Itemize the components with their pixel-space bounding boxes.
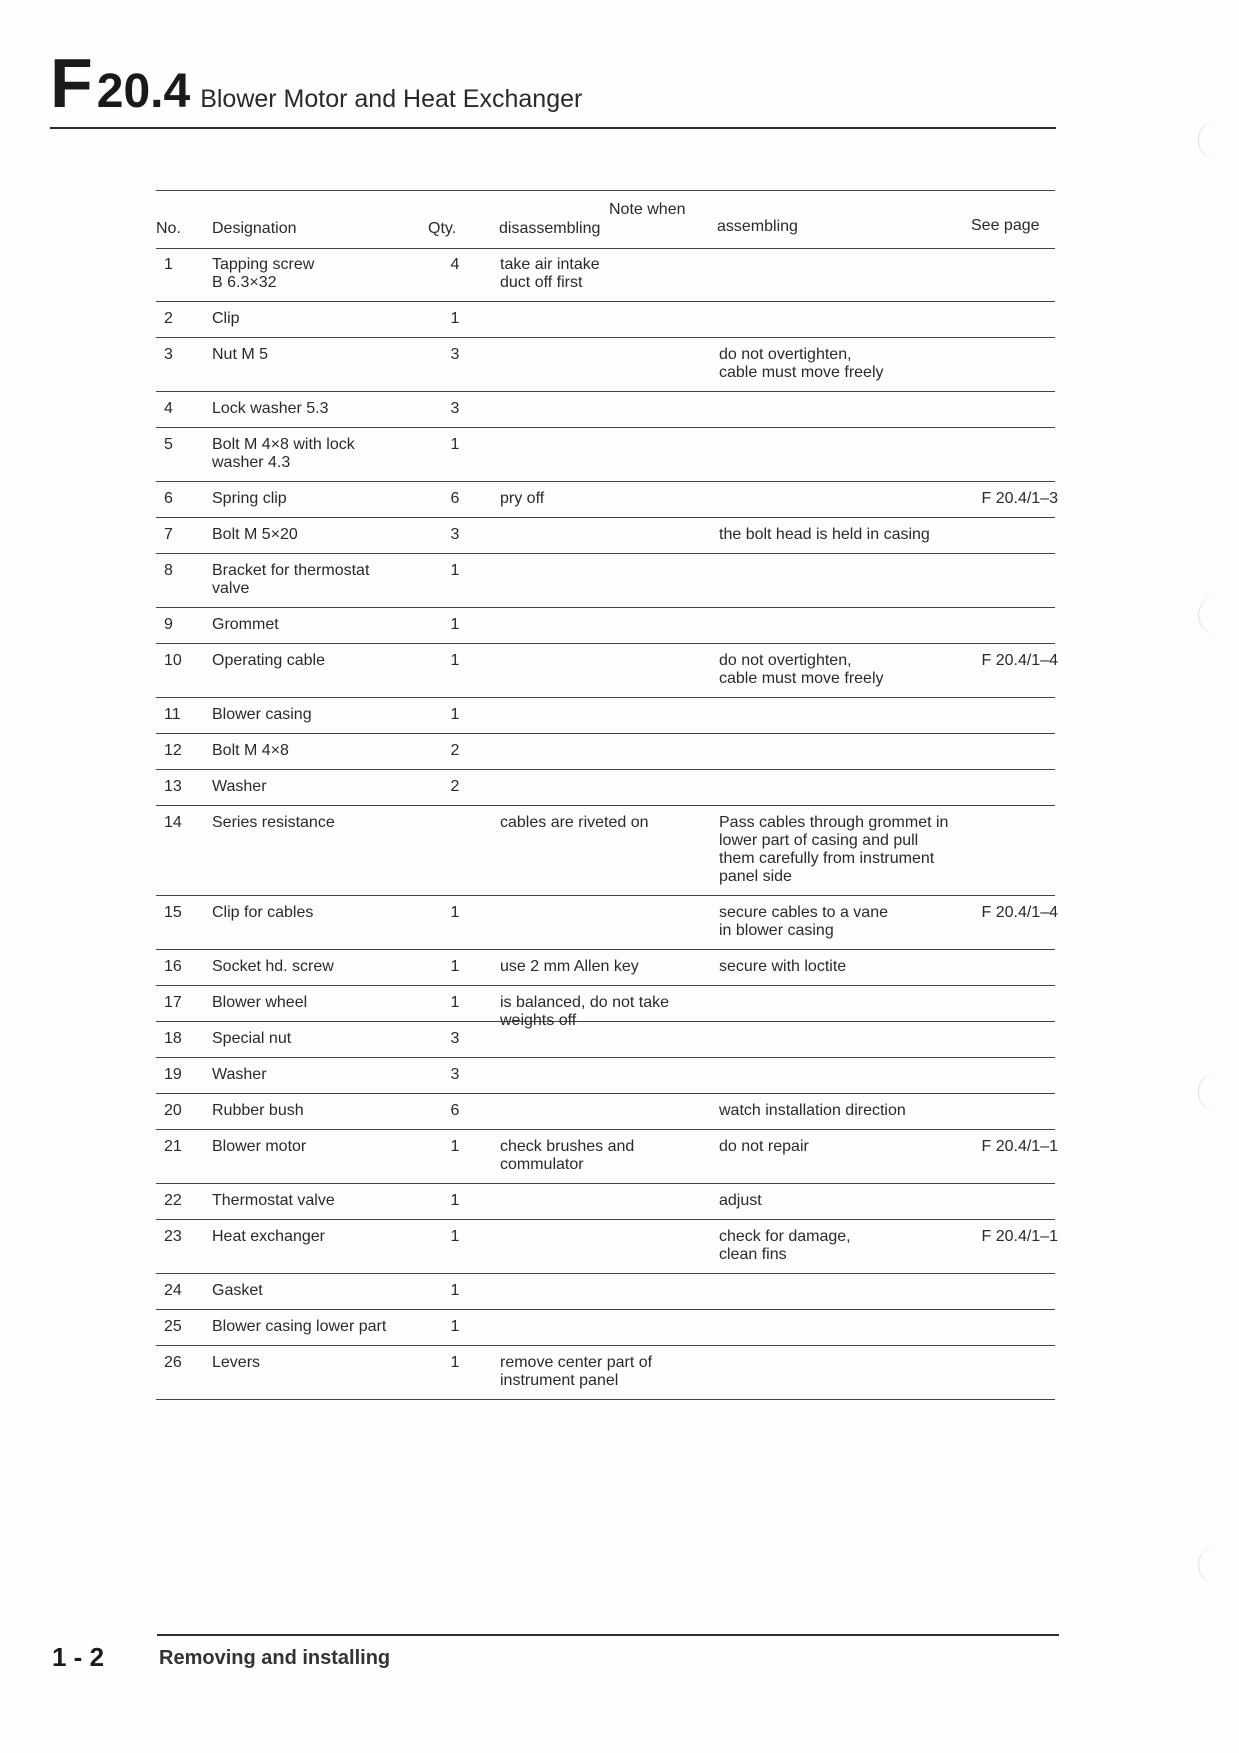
item-number: 14: [164, 814, 182, 831]
item-qty: 1: [450, 1318, 460, 1335]
item-note-assembling: do not overtighten, cable must move freely: [719, 346, 884, 381]
table-row: [156, 806, 1055, 896]
item-designation: Series resistance: [212, 814, 335, 831]
table-row: [156, 950, 1055, 986]
item-designation: Blower casing lower part: [212, 1318, 387, 1335]
col-header-designation: Designation: [212, 220, 297, 237]
table-row: [156, 770, 1055, 806]
item-designation: Gasket: [212, 1282, 263, 1299]
item-number: 17: [164, 994, 182, 1011]
col-header-disassembling: disassembling: [499, 220, 601, 237]
section-letter: F: [50, 44, 93, 122]
item-qty: 6: [450, 490, 460, 507]
item-note-assembling: adjust: [719, 1192, 762, 1209]
item-designation: Lock washer 5.3: [212, 400, 329, 417]
item-note-disassembling: remove center part of instrument panel: [500, 1354, 653, 1389]
header-rule: [50, 127, 1056, 129]
item-designation: Nut M 5: [212, 346, 269, 363]
item-see-page: F 20.4/1–1: [981, 1138, 1058, 1155]
table-row: [156, 734, 1055, 770]
item-number: 7: [164, 526, 173, 543]
item-note-disassembling: is balanced, do not take weights off: [500, 994, 670, 1029]
item-qty: 3: [450, 526, 460, 543]
item-designation: Levers: [212, 1354, 261, 1371]
table-row: [156, 698, 1055, 734]
item-designation: Socket hd. screw: [212, 958, 334, 975]
table-row: [156, 338, 1055, 392]
table-row: [156, 1310, 1055, 1346]
table-row: [156, 1130, 1058, 1184]
item-note-assembling: secure with loctite: [719, 958, 847, 975]
item-qty: 3: [450, 400, 460, 417]
item-note-disassembling: use 2 mm Allen key: [500, 958, 639, 975]
item-note-assembling: secure cables to a vane in blower casing: [719, 904, 888, 939]
table-body: [156, 248, 1058, 1400]
item-number: 26: [164, 1354, 182, 1371]
item-qty: 1: [450, 1282, 460, 1299]
item-number: 12: [164, 742, 182, 759]
section-heading: [50, 44, 583, 122]
item-designation: Special nut: [212, 1030, 292, 1047]
item-number: 21: [164, 1138, 182, 1155]
item-number: 11: [164, 706, 181, 723]
item-number: 3: [164, 346, 173, 363]
table-row: [156, 302, 1055, 338]
col-header-note-when: Note when: [609, 201, 686, 218]
item-qty: 2: [450, 778, 460, 795]
item-number: 2: [164, 310, 173, 327]
table-row: [156, 896, 1058, 950]
item-number: 16: [164, 958, 182, 975]
item-number: 25: [164, 1318, 182, 1335]
item-note-assembling: check for damage, clean fins: [719, 1228, 851, 1263]
item-qty: 1: [450, 904, 460, 921]
table-row: [156, 1058, 1055, 1094]
item-qty: 1: [450, 706, 460, 723]
item-designation: Thermostat valve: [212, 1192, 335, 1209]
punch-hole: [1198, 595, 1239, 635]
table-row: [156, 1184, 1055, 1220]
item-number: 4: [164, 400, 173, 417]
item-number: 20: [164, 1102, 182, 1119]
item-designation: Clip for cables: [212, 904, 314, 921]
item-designation: Blower wheel: [212, 994, 308, 1011]
table-row: [156, 1346, 1055, 1400]
item-note-assembling: the bolt head is held in casing: [719, 526, 930, 543]
item-number: 13: [164, 778, 182, 795]
item-designation: Bolt M 4×8 with lock washer 4.3: [212, 436, 355, 471]
page-title: Blower Motor and Heat Exchanger: [200, 85, 583, 113]
item-qty: 3: [450, 1066, 460, 1083]
item-number: 24: [164, 1282, 182, 1299]
table-row: [156, 608, 1055, 644]
item-qty: 2: [450, 742, 460, 759]
table-row: [156, 428, 1055, 482]
footer-section-title: Removing and installing: [159, 1647, 391, 1669]
item-qty: 1: [450, 652, 460, 669]
table-row: [156, 1022, 1055, 1058]
item-designation: Washer: [212, 778, 267, 795]
item-designation: Bolt M 4×8: [212, 742, 289, 759]
item-qty: 1: [450, 958, 460, 975]
item-note-disassembling: check brushes and commulator: [500, 1138, 635, 1173]
col-header-see-page: See page: [971, 217, 1040, 234]
col-header-no: No.: [156, 220, 181, 237]
item-qty: 1: [450, 994, 460, 1011]
item-qty: 1: [450, 1354, 460, 1371]
item-see-page: F 20.4/1–4: [981, 652, 1058, 669]
item-qty: 1: [450, 1138, 460, 1155]
item-qty: 6: [450, 1102, 460, 1119]
item-number: 15: [164, 904, 182, 921]
item-note-disassembling: pry off: [500, 490, 545, 507]
table-row: [156, 1220, 1058, 1274]
item-number: 22: [164, 1192, 182, 1209]
item-number: 23: [164, 1228, 182, 1245]
item-number: 10: [164, 652, 182, 669]
item-note-assembling: do not overtighten, cable must move freely: [719, 652, 884, 687]
item-number: 18: [164, 1030, 182, 1047]
item-note-assembling: watch installation direction: [719, 1102, 906, 1119]
table-row: [156, 986, 1055, 1029]
footer-rule: [157, 1634, 1059, 1636]
table-header: [156, 190, 1055, 249]
table-row: [156, 554, 1055, 608]
section-number: 20.4: [96, 65, 191, 118]
punch-hole: [1198, 1545, 1239, 1585]
item-designation: Operating cable: [212, 652, 325, 669]
item-qty: 3: [450, 346, 460, 363]
item-number: 8: [164, 562, 173, 579]
item-qty: 1: [450, 310, 460, 327]
item-see-page: F 20.4/1–3: [981, 490, 1058, 507]
item-note-disassembling: cables are riveted on: [500, 814, 649, 831]
item-designation: Heat exchanger: [212, 1228, 325, 1245]
item-designation: Bolt M 5×20: [212, 526, 298, 543]
page-number: 1 - 2: [52, 1642, 105, 1672]
item-number: 9: [164, 616, 173, 633]
item-designation: Bracket for thermostat valve: [212, 562, 370, 597]
table-row: [156, 392, 1055, 428]
item-designation: Tapping screw B 6.3×32: [212, 256, 315, 291]
col-header-qty: Qty.: [428, 220, 457, 237]
item-number: 6: [164, 490, 173, 507]
item-qty: 1: [450, 1192, 460, 1209]
item-qty: 1: [450, 1228, 460, 1245]
table-row: [156, 518, 1055, 554]
item-designation: Washer: [212, 1066, 267, 1083]
table-row: [156, 644, 1058, 698]
item-see-page: F 20.4/1–4: [981, 904, 1058, 921]
item-designation: Blower casing: [212, 706, 312, 723]
table-row: [156, 1094, 1055, 1130]
item-note-assembling: Pass cables through grommet in lower part of casing and pull them carefully from instrument panel side: [719, 814, 949, 885]
item-designation: Blower motor: [212, 1138, 307, 1155]
item-see-page: F 20.4/1–1: [981, 1228, 1058, 1245]
item-designation: Grommet: [212, 616, 279, 633]
item-qty: 1: [450, 616, 460, 633]
item-qty: 4: [450, 256, 460, 273]
item-number: 5: [164, 436, 173, 453]
item-designation: Clip: [212, 310, 240, 327]
item-note-assembling: do not repair: [719, 1138, 809, 1155]
item-qty: 1: [450, 562, 460, 579]
table-row: [156, 1274, 1055, 1310]
item-number: 19: [164, 1066, 182, 1083]
item-qty: 1: [450, 436, 460, 453]
punch-hole: [1198, 120, 1239, 160]
item-number: 1: [164, 256, 173, 273]
item-designation: Rubber bush: [212, 1102, 304, 1119]
item-note-disassembling: take air intake duct off first: [500, 256, 600, 291]
item-qty: 3: [450, 1030, 460, 1047]
col-header-assembling: assembling: [717, 218, 798, 235]
punch-hole: [1198, 1072, 1239, 1112]
item-designation: Spring clip: [212, 490, 287, 507]
table-row: [156, 482, 1058, 518]
table-row: [156, 248, 1055, 302]
